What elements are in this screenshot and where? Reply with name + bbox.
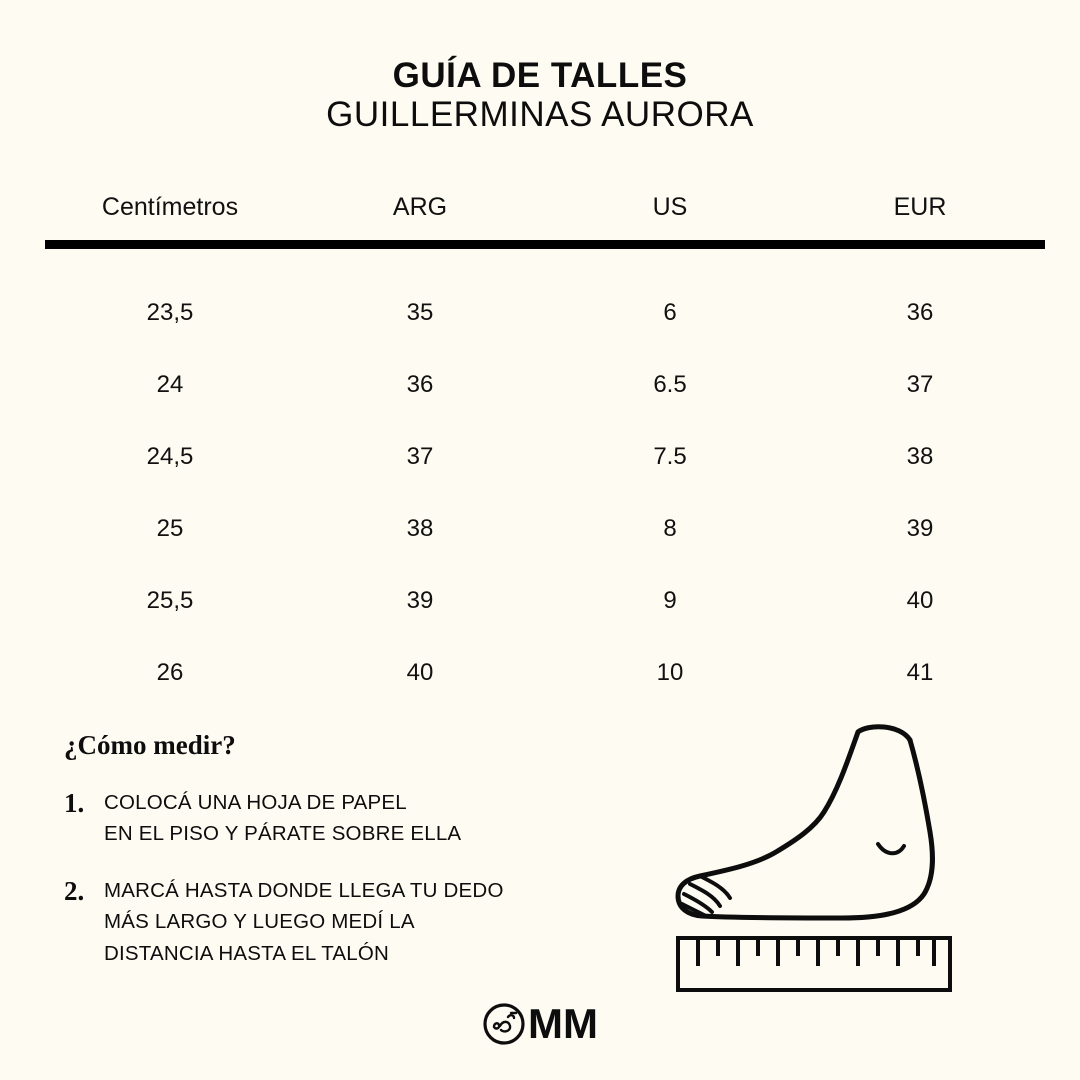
step-number: 2.: [64, 876, 85, 907]
how-to-measure-title: ¿Cómo medir?: [64, 730, 236, 760]
column-header-us: US: [652, 193, 688, 221]
cell-eur: 39: [906, 515, 934, 542]
table-row: [45, 565, 1045, 637]
cell-us: 9: [663, 587, 677, 614]
cell-us: 6: [663, 299, 677, 326]
cell-eur: 41: [906, 659, 934, 686]
cell-eur: 40: [906, 587, 934, 614]
divider: [545, 240, 795, 249]
header-underline-cell: [295, 240, 545, 249]
cell-us: 7.5: [653, 443, 687, 470]
measure-step: [64, 875, 624, 968]
cell-cm: 26: [156, 659, 184, 686]
table-header-row: [45, 193, 1045, 240]
brand-logo: [0, 1002, 1080, 1046]
divider: [45, 240, 295, 249]
divider: [795, 240, 1045, 249]
column-header-eur: EUR: [893, 193, 947, 221]
ruler-icon: [678, 938, 950, 990]
cell-arg: 38: [406, 515, 434, 542]
header: [0, 0, 1080, 134]
step-line: MARCÁ HASTA DONDE LLEGA TU DEDO: [104, 879, 504, 903]
step-line: EN EL PISO Y PÁRATE SOBRE ELLA: [104, 822, 462, 846]
step-line: MÁS LARGO Y LUEGO MEDÍ LA: [104, 910, 415, 934]
cell-cm: 24: [156, 371, 184, 398]
cell-cm: 23,5: [146, 299, 194, 326]
cell-eur: 37: [906, 371, 934, 398]
cell-cm: 25: [156, 515, 184, 542]
cell-cm: 24,5: [146, 443, 194, 470]
cell-arg: 36: [406, 371, 434, 398]
logo-text: MM: [528, 1000, 598, 1047]
page-subtitle: GUILLERMINAS AURORA: [326, 95, 754, 135]
step-number: 1.: [64, 788, 85, 818]
step-line: COLOCÁ UNA HOJA DE PAPEL: [104, 791, 407, 814]
foot-measure-illustration: [672, 716, 992, 998]
step-text: [104, 875, 504, 968]
size-table: [45, 193, 1045, 709]
table-row: [45, 637, 1045, 709]
cell-eur: 36: [906, 299, 934, 326]
table-body: [45, 277, 1045, 709]
om-icon: [482, 1002, 526, 1046]
header-underline-cell: [795, 240, 1045, 249]
cell-eur: 38: [906, 443, 934, 470]
table-row: [45, 421, 1045, 493]
cell-us: 8: [663, 515, 677, 542]
cell-cm: 25,5: [146, 587, 194, 614]
page-title: GUÍA DE TALLES: [392, 56, 688, 95]
cell-arg: 37: [406, 443, 434, 470]
how-to-measure-section: [64, 730, 624, 995]
cell-arg: 40: [406, 659, 434, 686]
step-line: DISTANCIA HASTA EL TALÓN: [104, 941, 390, 965]
table-row: [45, 277, 1045, 349]
divider: [295, 240, 545, 249]
column-header-arg: ARG: [392, 193, 448, 221]
cell-arg: 35: [406, 299, 434, 326]
column-header-centimetros: Centímetros: [101, 193, 239, 221]
cell-us: 10: [656, 659, 684, 686]
table-row: [45, 493, 1045, 565]
cell-us: 6.5: [653, 371, 687, 398]
step-text: [104, 787, 461, 849]
measure-step: [64, 787, 624, 849]
table-row: [45, 349, 1045, 421]
header-underline-cell: [545, 240, 795, 249]
header-underline-row: [45, 240, 1045, 249]
cell-arg: 39: [406, 587, 434, 614]
header-underline-cell: [45, 240, 295, 249]
foot-side-view-icon: [678, 727, 932, 918]
